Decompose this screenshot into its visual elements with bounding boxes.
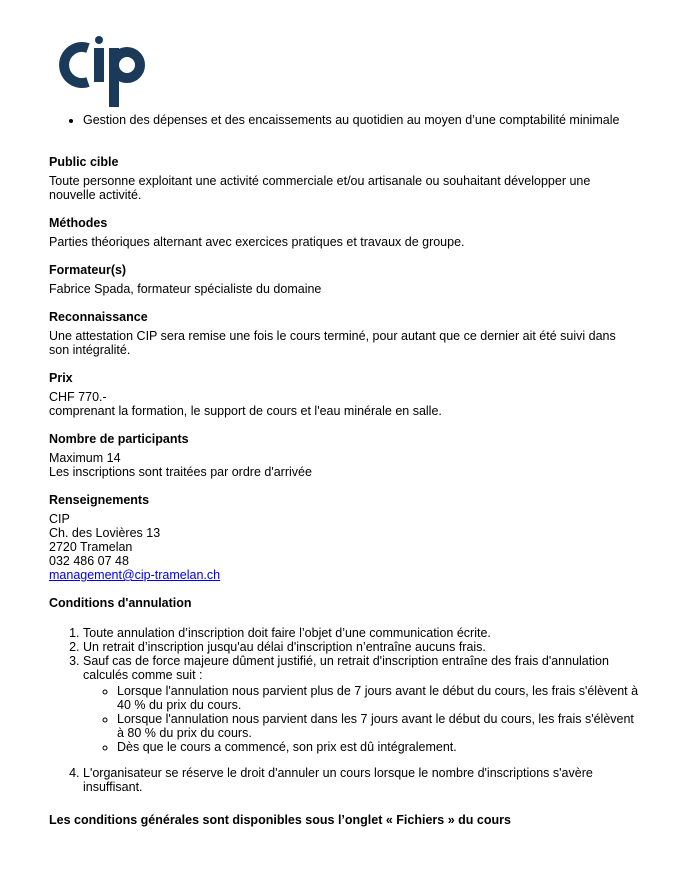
cip-logo-graphic xyxy=(55,36,151,107)
section-public-cible xyxy=(49,155,639,202)
section-text: Toute personne exploitant une activité commerciale et/ou artisanale ou souhaitant développer une nouvelle activité. xyxy=(49,174,591,202)
section-formateur xyxy=(49,263,639,296)
cancellation-list xyxy=(49,626,639,794)
fee-item: ◦ Dès que le cours a commencé, son prix est dû intégralement. xyxy=(117,740,639,754)
cancellation-fee-list xyxy=(83,684,639,754)
cancellation-item-text: Sauf cas de force majeure dûment justifié, un retrait d'inscription entraîne des frais d'annulation calculés comme suit : xyxy=(83,654,609,682)
cancellation-item: 4. L'organisateur se réserve le droit d'annuler un cours lorsque le nombre d'inscriptions s'avère insuffisant. xyxy=(83,766,639,794)
contact-block xyxy=(49,512,639,582)
general-conditions-note: Les conditions générales sont disponibles sous l’onglet « Fichiers » du cours xyxy=(49,813,511,827)
section-text: Parties théoriques alternant avec exercices pratiques et travaux de groupe. xyxy=(49,235,465,249)
fee-item: ◦ Lorsque l'annulation nous parvient plus de 7 jours avant le début du cours, les frais s'élèvent à 40 % du prix du cours. xyxy=(117,684,639,712)
section-methodes xyxy=(49,216,639,249)
section-title: Nombre de participants xyxy=(49,432,189,446)
contact-email-link[interactable]: management@cip-tramelan.ch xyxy=(49,568,221,582)
section-title: Méthodes xyxy=(49,216,108,230)
price-value: CHF 770.- xyxy=(49,390,107,404)
section-text: Fabrice Spada, formateur spécialiste du domaine xyxy=(49,282,322,296)
section-annulation xyxy=(49,596,639,794)
section-title: Public cible xyxy=(49,155,119,169)
course-details xyxy=(49,155,639,808)
cip-logo xyxy=(55,36,151,107)
cancellation-item xyxy=(83,654,639,754)
section-title: Conditions d'annulation xyxy=(49,596,192,610)
section-participants xyxy=(49,432,639,479)
contact-city: 2720 Tramelan xyxy=(49,540,133,554)
contact-street: Ch. des Lovières 13 xyxy=(49,526,161,540)
section-title: Prix xyxy=(49,371,73,385)
cancellation-item: 2. Un retrait d’inscription jusqu'au délai d'inscription n’entraîne aucuns frais. xyxy=(83,640,639,654)
section-title: Renseignements xyxy=(49,493,150,507)
section-text: Une attestation CIP sera remise une fois le cours terminé, pour autant que ce dernier ait été suivi dans son intégralité. xyxy=(49,329,616,357)
objectives-list xyxy=(49,113,683,127)
cancellation-item: 1. Toute annulation d’inscription doit faire l’objet d’une communication écrite. xyxy=(83,626,639,640)
section-title: Reconnaissance xyxy=(49,310,148,324)
max-participants: Maximum 14 xyxy=(49,451,121,465)
objective-item: • Gestion des dépenses et des encaissements au quotidien au moyen d’une comptabilité minimale xyxy=(83,113,683,127)
fee-item: ◦ Lorsque l'annulation nous parvient dans les 7 jours avant le début du cours, les frais s'élèvent à 80 % du prix du cours. xyxy=(117,712,639,740)
section-renseignements xyxy=(49,493,639,582)
registration-order: Les inscriptions sont traitées par ordre d'arrivée xyxy=(49,465,312,479)
contact-name: CIP xyxy=(49,512,70,526)
section-prix xyxy=(49,371,639,418)
section-text xyxy=(49,451,639,479)
section-text xyxy=(49,390,639,418)
section-title: Formateur(s) xyxy=(49,263,127,277)
contact-phone: 032 486 07 48 xyxy=(49,554,129,568)
section-reconnaissance xyxy=(49,310,639,357)
price-details: comprenant la formation, le support de cours et l'eau minérale en salle. xyxy=(49,404,442,418)
